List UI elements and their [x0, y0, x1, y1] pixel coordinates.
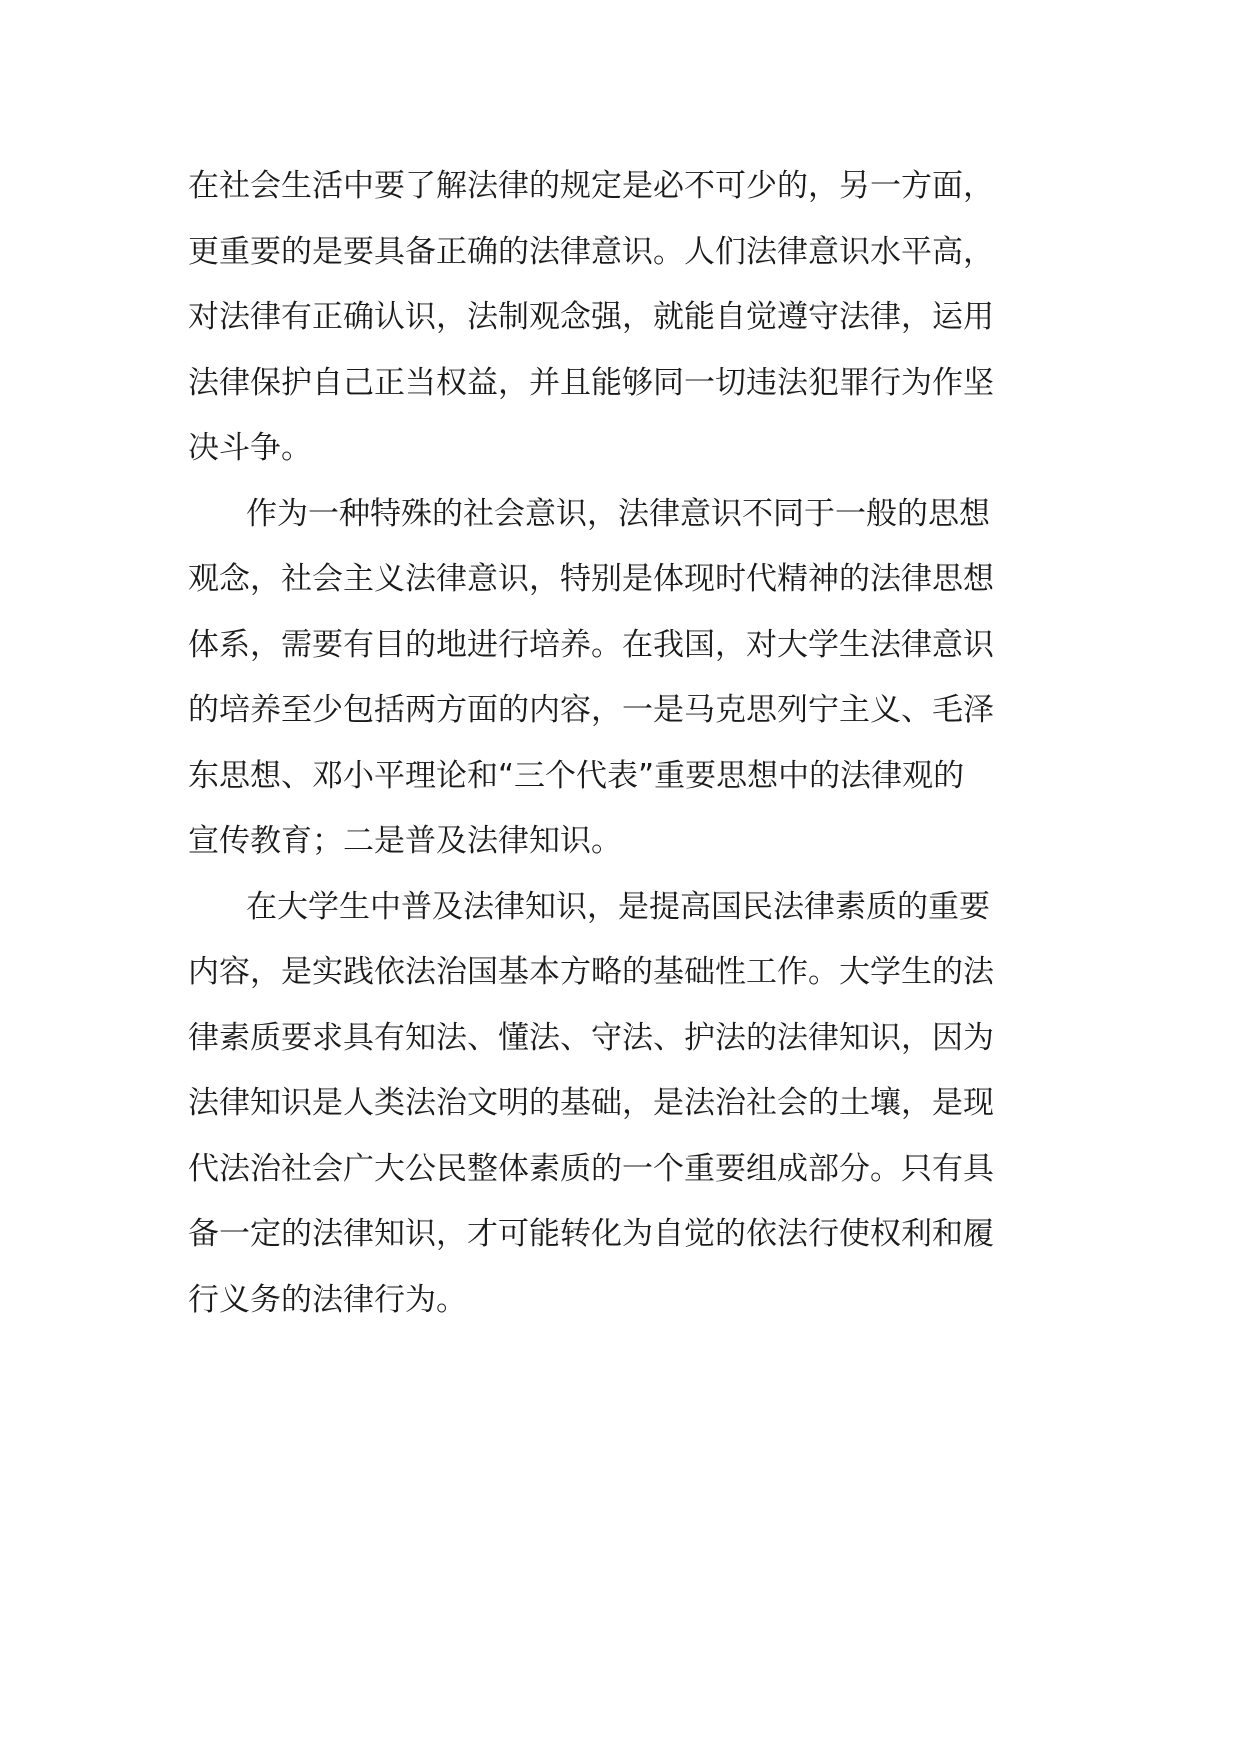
- paragraph-3: [188, 875, 1056, 1334]
- paragraph-1: [188, 154, 1056, 482]
- text-line: 对法律有正确认识，法制观念强，就能自觉遵守法律，运用: [188, 299, 994, 335]
- text-line: 在社会生活中要了解法律的规定是必不可少的，另一方面，: [188, 168, 994, 204]
- paragraph-2: [188, 482, 1056, 875]
- text-line: 的培养至少包括两方面的内容，一是马克思列宁主义、毛泽: [188, 692, 994, 728]
- text-line: 行义务的法律行为。: [188, 1281, 467, 1318]
- body-text: [188, 154, 1056, 1333]
- text-line: 决斗争。: [188, 430, 312, 466]
- text-line: 代法治社会广大公民整体素质的一个重要组成部分。只有具: [188, 1150, 994, 1187]
- text-line: 内容，是实践依法治国基本方略的基础性工作。大学生的法: [188, 954, 994, 990]
- text-line: 体系，需要有目的地进行培养。在我国，对大学生法律意识: [188, 626, 994, 663]
- text-line: 律素质要求具有知法、懂法、守法、护法的法律知识，因为: [188, 1019, 994, 1056]
- text-line: 观念，社会主义法律意识，特别是体现时代精神的法律思想: [188, 561, 994, 597]
- text-line: 备一定的法律知识，才可能转化为自觉的依法行使权利和履: [188, 1216, 994, 1252]
- text-line: 东思想、邓小平理论和“三个代表”重要思想中的法律观的: [188, 757, 965, 794]
- text-line: 在大学生中普及法律知识，是提高国民法律素质的重要: [246, 888, 990, 925]
- text-line: 更重要的是要具备正确的法律意识。人们法律意识水平高，: [188, 233, 994, 270]
- text-line: 宣传教育；二是普及法律知识。: [188, 823, 622, 859]
- text-line: 法律知识是人类法治文明的基础，是法治社会的土壤，是现: [188, 1085, 994, 1121]
- text-line: 作为一种特殊的社会意识，法律意识不同于一般的思想: [246, 495, 990, 532]
- text-line: 法律保护自己正当权益，并且能够同一切违法犯罪行为作坚: [188, 364, 994, 401]
